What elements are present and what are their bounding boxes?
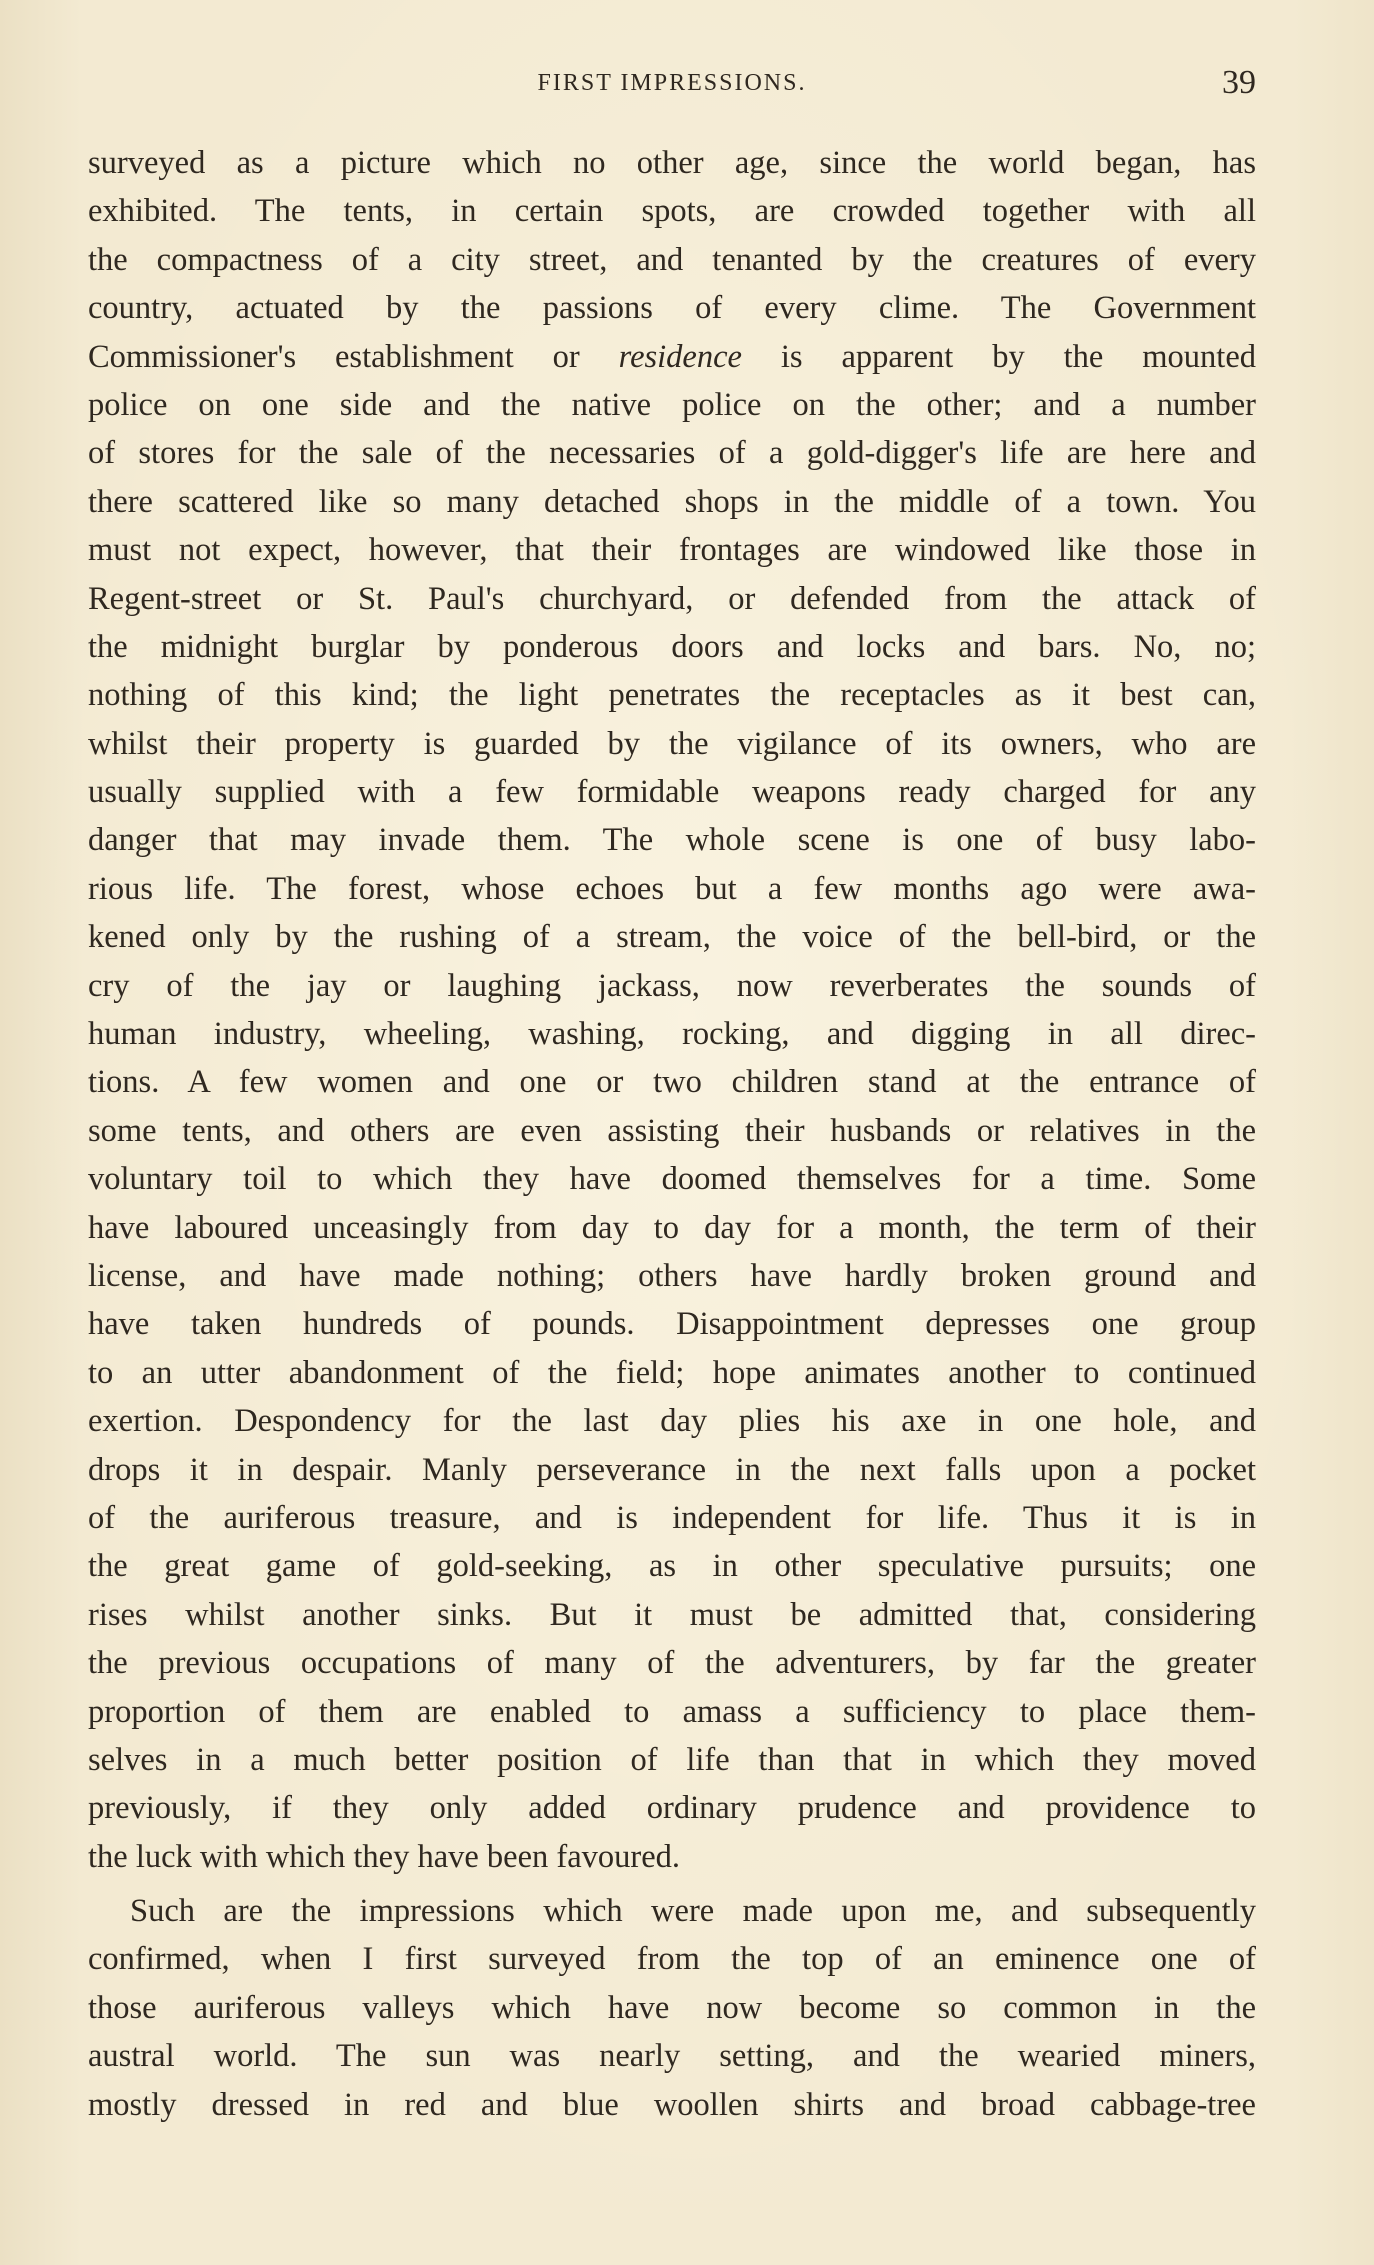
- text-line: nothing of this kind; the light penetrates the receptacles as it best can,: [88, 677, 1256, 714]
- text-line: police on one side and the native police on the other; and a number: [88, 386, 1256, 423]
- text-line: there scattered like so many detached shops in the middle of a town. You: [88, 483, 1256, 520]
- text-line: rises whilst another sinks. But it must be admitted that, considering: [88, 1596, 1256, 1633]
- text-line: cry of the jay or laughing jackass, now reverberates the sounds of: [88, 967, 1256, 1004]
- text-line: austral world. The sun was nearly setting, and the wearied miners,: [88, 2038, 1256, 2075]
- text-line: selves in a much better position of life than that in which they moved: [88, 1741, 1256, 1778]
- text-line: to an utter abandonment of the field; hope animates another to continued: [88, 1354, 1256, 1391]
- text-line: tions. A few women and one or two children stand at the entrance of: [88, 1064, 1256, 1101]
- text-line: the compactness of a city street, and tenanted by the creatures of every: [88, 241, 1256, 278]
- text-line: those auriferous valleys which have now become so common in the: [88, 1989, 1256, 2026]
- text-line: exertion. Despondency for the last day plies his axe in one hole, and: [88, 1403, 1256, 1440]
- text-line: usually supplied with a few formidable weapons ready charged for any: [88, 774, 1256, 811]
- text-line: country, actuated by the passions of every clime. The Government: [88, 290, 1256, 327]
- text-line: whilst their property is guarded by the vigilance of its owners, who are: [88, 725, 1256, 762]
- text-line: of the auriferous treasure, and is independent for life. Thus it is in: [88, 1499, 1256, 1536]
- text-line: previously, if they only added ordinary prudence and providence to: [88, 1790, 1256, 1827]
- body-text: [88, 139, 1256, 2129]
- text-line: license, and have made nothing; others have hardly broken ground and: [88, 1257, 1256, 1294]
- running-title: FIRST IMPRESSIONS.: [537, 70, 807, 96]
- text-line: drops it in despair. Manly perseverance in the next falls upon a pocket: [88, 1451, 1256, 1488]
- text-line: Regent-street or St. Paul's churchyard, or defended from the attack of: [88, 580, 1256, 617]
- text-line: some tents, and others are even assisting their husbands or relatives in the: [88, 1112, 1256, 1149]
- text-line: human industry, wheeling, washing, rocking, and digging in all direc-: [88, 1016, 1256, 1053]
- text-line: rious life. The forest, whose echoes but a few months ago were awa-: [88, 870, 1256, 907]
- text-line: of stores for the sale of the necessaries of a gold-digger's life are here and: [88, 435, 1256, 472]
- text-line: the luck with which they have been favoured.: [88, 1838, 681, 1875]
- paragraph: [88, 139, 1256, 1881]
- text-line: have laboured unceasingly from day to day for a month, the term of their: [88, 1209, 1256, 1246]
- text-line: the previous occupations of many of the adventurers, by far the greater: [88, 1645, 1256, 1682]
- text-line: Such are the impressions which were made upon me, and subsequently: [130, 1893, 1256, 1930]
- italic-word: residence: [618, 338, 742, 375]
- paragraph: [88, 1887, 1256, 2129]
- text-line: danger that may invade them. The whole scene is one of busy labo-: [88, 822, 1256, 859]
- text-line: the great game of gold-seeking, as in other speculative pursuits; one: [88, 1548, 1256, 1585]
- text-line: have taken hundreds of pounds. Disappointment depresses one group: [88, 1306, 1256, 1343]
- text-line: Commissioner's establishment or residence is apparent by the mounted: [88, 338, 1256, 375]
- text-line: kened only by the rushing of a stream, the voice of the bell-bird, or the: [88, 919, 1256, 956]
- text-line: surveyed as a picture which no other age, since the world began, has: [88, 145, 1256, 181]
- text-line: the midnight burglar by ponderous doors and locks and bars. No, no;: [88, 628, 1256, 665]
- text-line: must not expect, however, that their frontages are windowed like those in: [88, 532, 1256, 569]
- text-line: proportion of them are enabled to amass a sufficiency to place them-: [88, 1693, 1256, 1730]
- text-line: voluntary toil to which they have doomed themselves for a time. Some: [88, 1161, 1256, 1198]
- text-line: mostly dressed in red and blue woollen shirts and broad cabbage-tree: [88, 2086, 1256, 2123]
- running-head: [88, 64, 1256, 104]
- text-line: exhibited. The tents, in certain spots, are crowded together with all: [88, 193, 1256, 230]
- text-line: confirmed, when I first surveyed from the top of an eminence one of: [88, 1941, 1256, 1978]
- page-number: 39: [1222, 64, 1256, 101]
